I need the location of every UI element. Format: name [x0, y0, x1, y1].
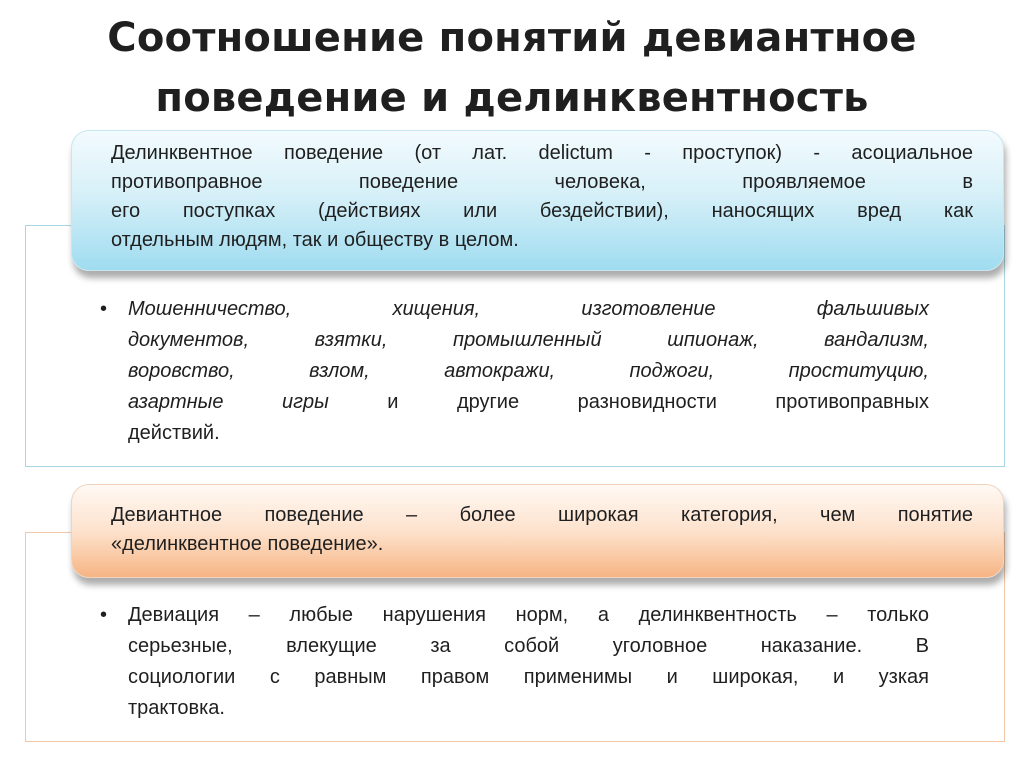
deviant-definition-line: Девиантное поведение – более широкая категория, чем понятие	[111, 504, 973, 526]
bullet-marker: •	[100, 298, 108, 320]
delinquent-examples-line	[128, 387, 929, 418]
bullet-marker: •	[100, 604, 108, 626]
delinquent-examples-line: действий.	[128, 422, 220, 444]
deviation-note-text	[128, 600, 929, 724]
slide-title-line-1: Соотношение понятий девиантное	[107, 15, 917, 61]
deviation-note-line: серьезные, влекущие за собой уголовное наказание. В	[128, 635, 929, 657]
slide-title-line-2: поведение и делинквентность	[155, 75, 869, 121]
delinquent-examples-line: воровство, взлом, автокражи, поджоги, проституцию,	[128, 360, 929, 382]
delinquent-definition-line: отдельным людям, так и обществу в целом.	[111, 229, 519, 251]
delinquent-definition-line: противоправное поведение человека, проявляемое в	[111, 171, 973, 193]
delinquent-definition-line: его поступках (действиях или бездействии), наносящих вред как	[111, 200, 973, 222]
delinquent-examples-bullet	[100, 294, 929, 449]
delinquent-examples-line: Мошенничество, хищения, изготовление фальшивых	[128, 298, 929, 320]
delinquent-definition-card	[71, 130, 1004, 271]
delinquent-examples-italic: азартные игры	[128, 391, 329, 413]
delinquent-examples-line: документов, взятки, промышленный шпионаж, вандализм,	[128, 329, 929, 351]
delinquent-definition-line: Делинквентное поведение (от лат. delictum - проступок) - асоциальное	[111, 142, 973, 164]
delinquent-examples-text	[128, 294, 929, 449]
deviation-note-line: Девиация – любые нарушения норм, а делинквентность – только	[128, 604, 929, 626]
deviation-note-bullet	[100, 600, 929, 724]
delinquent-examples-roman: и другие разновидности противоправных	[328, 391, 929, 413]
deviant-definition-card	[71, 484, 1004, 578]
deviation-note-line: трактовка.	[128, 697, 225, 719]
deviation-note-line: социологии с равным правом применимы и широкая, и узкая	[128, 666, 929, 688]
slide-title	[0, 8, 1024, 128]
deviant-definition-line: «делинквентное поведение».	[111, 533, 384, 555]
